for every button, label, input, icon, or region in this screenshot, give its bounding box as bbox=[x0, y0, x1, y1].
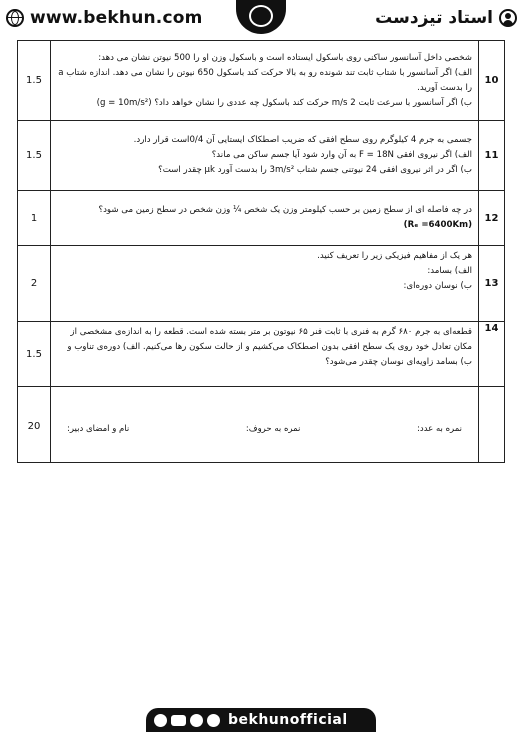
globe-icon bbox=[6, 9, 24, 27]
question-row bbox=[18, 41, 505, 121]
question-number: 13 bbox=[479, 246, 505, 322]
site-url[interactable]: www.bekhun.com bbox=[30, 8, 203, 28]
logo bbox=[236, 0, 286, 34]
question-score: 1.5 bbox=[18, 322, 51, 387]
telegram-icon[interactable] bbox=[190, 714, 203, 727]
question-line: جسمی به جرم 4 کیلوگرم روی سطح افقی که ضریب اصطکاک ایستایی آن 0/4است قرار دارد. bbox=[133, 135, 472, 145]
question-line: الف) بسامد: bbox=[427, 266, 472, 276]
user-icon bbox=[499, 9, 517, 27]
question-score: 1 bbox=[18, 191, 51, 246]
question-line: الف) اگر آسانسور با شتاب ثابت تند شونده رو به بالا حرکت کند باسکول 650 نیوتن را نشان می دهد. اندازه شتاب a را بدست آورید. bbox=[58, 67, 472, 93]
score-digits-label: نمره به عدد: bbox=[417, 423, 462, 434]
teacher-brand bbox=[375, 8, 517, 28]
exam-table bbox=[17, 40, 505, 463]
question-text bbox=[51, 41, 479, 121]
question-row bbox=[18, 191, 505, 246]
social-handle[interactable]: bekhunofficial bbox=[228, 712, 348, 728]
whatsapp-icon[interactable] bbox=[207, 714, 220, 727]
grading-row bbox=[18, 387, 505, 463]
grading-fields bbox=[51, 387, 479, 463]
question-line: ب) اگر آسانسور با سرعت ثابت 2 m/s حرکت کند باسکول چه عددی را نشان خواهد داد؟ (g = 10m/s²) bbox=[96, 97, 472, 108]
question-score: 1.5 bbox=[18, 121, 51, 191]
question-score: 1.5 bbox=[18, 41, 51, 121]
question-row bbox=[18, 322, 505, 387]
social-bar bbox=[146, 708, 376, 732]
question-row bbox=[18, 121, 505, 191]
question-line: الف) اگر نیروی افقی F = 18N به آن وارد شود آیا جسم ساکن می ماند؟ bbox=[211, 150, 472, 160]
youtube-icon[interactable] bbox=[171, 715, 186, 726]
question-line: هر یک از مفاهیم فیزیکی زیر را تعریف کنید. bbox=[317, 251, 472, 261]
question-line: (Rₑ =6400Km) bbox=[403, 220, 472, 230]
question-number: 10 bbox=[479, 41, 505, 121]
page-header bbox=[0, 0, 523, 38]
question-text bbox=[51, 121, 479, 191]
question-number: 14 bbox=[479, 322, 505, 387]
empty-number-cell bbox=[479, 387, 505, 463]
question-score: 2 bbox=[18, 246, 51, 322]
question-text bbox=[51, 246, 479, 322]
site-brand[interactable] bbox=[6, 8, 203, 28]
question-line: در چه فاصله ای از سطح زمین بر حسب کیلومتر وزن یک شخص ¼ وزن شخص در سطح زمین می شود؟ bbox=[98, 205, 472, 215]
instagram-icon[interactable] bbox=[154, 714, 167, 727]
question-line: شخصی داخل آسانسور ساکنی روی باسکول ایستاده است و باسکول وزن او را 500 نیوتن نشان می دهد: bbox=[98, 52, 472, 63]
question-line: ب) نوسان دوره‌ای: bbox=[403, 281, 472, 291]
score-letters-label: نمره به حروف: bbox=[245, 423, 301, 434]
question-line: قطعه‌ای به جرم ۶۸۰ گرم به فنری با ثابت فنر ۶۵ نیوتون بر متر بسته شده است. قطعه را به اندازه‌ی مشخصی از مکان تعادل خود روی یک سطح افقی بدون اصطکاک می‌کشیم و از حالت سکون رها می‌کنیم. الف) دوره‌ی تناوب و ب) بسامد زاویه‌ای نوسان چقدر می‌شود؟ bbox=[67, 327, 472, 367]
question-line: ب) اگر در اثر نیروی افقی 24 نیوتنی جسم شتاب 3m/s² را بدست آورد μk چقدر است؟ bbox=[158, 165, 472, 175]
question-number: 12 bbox=[479, 191, 505, 246]
question-number: 11 bbox=[479, 121, 505, 191]
question-text bbox=[51, 191, 479, 246]
teacher-signature-label: نام و امضای دبیر: bbox=[67, 423, 130, 434]
question-row bbox=[18, 246, 505, 322]
question-text bbox=[51, 322, 479, 387]
total-score: 20 bbox=[18, 387, 51, 463]
teacher-title: استاد تیزدست bbox=[375, 8, 493, 28]
